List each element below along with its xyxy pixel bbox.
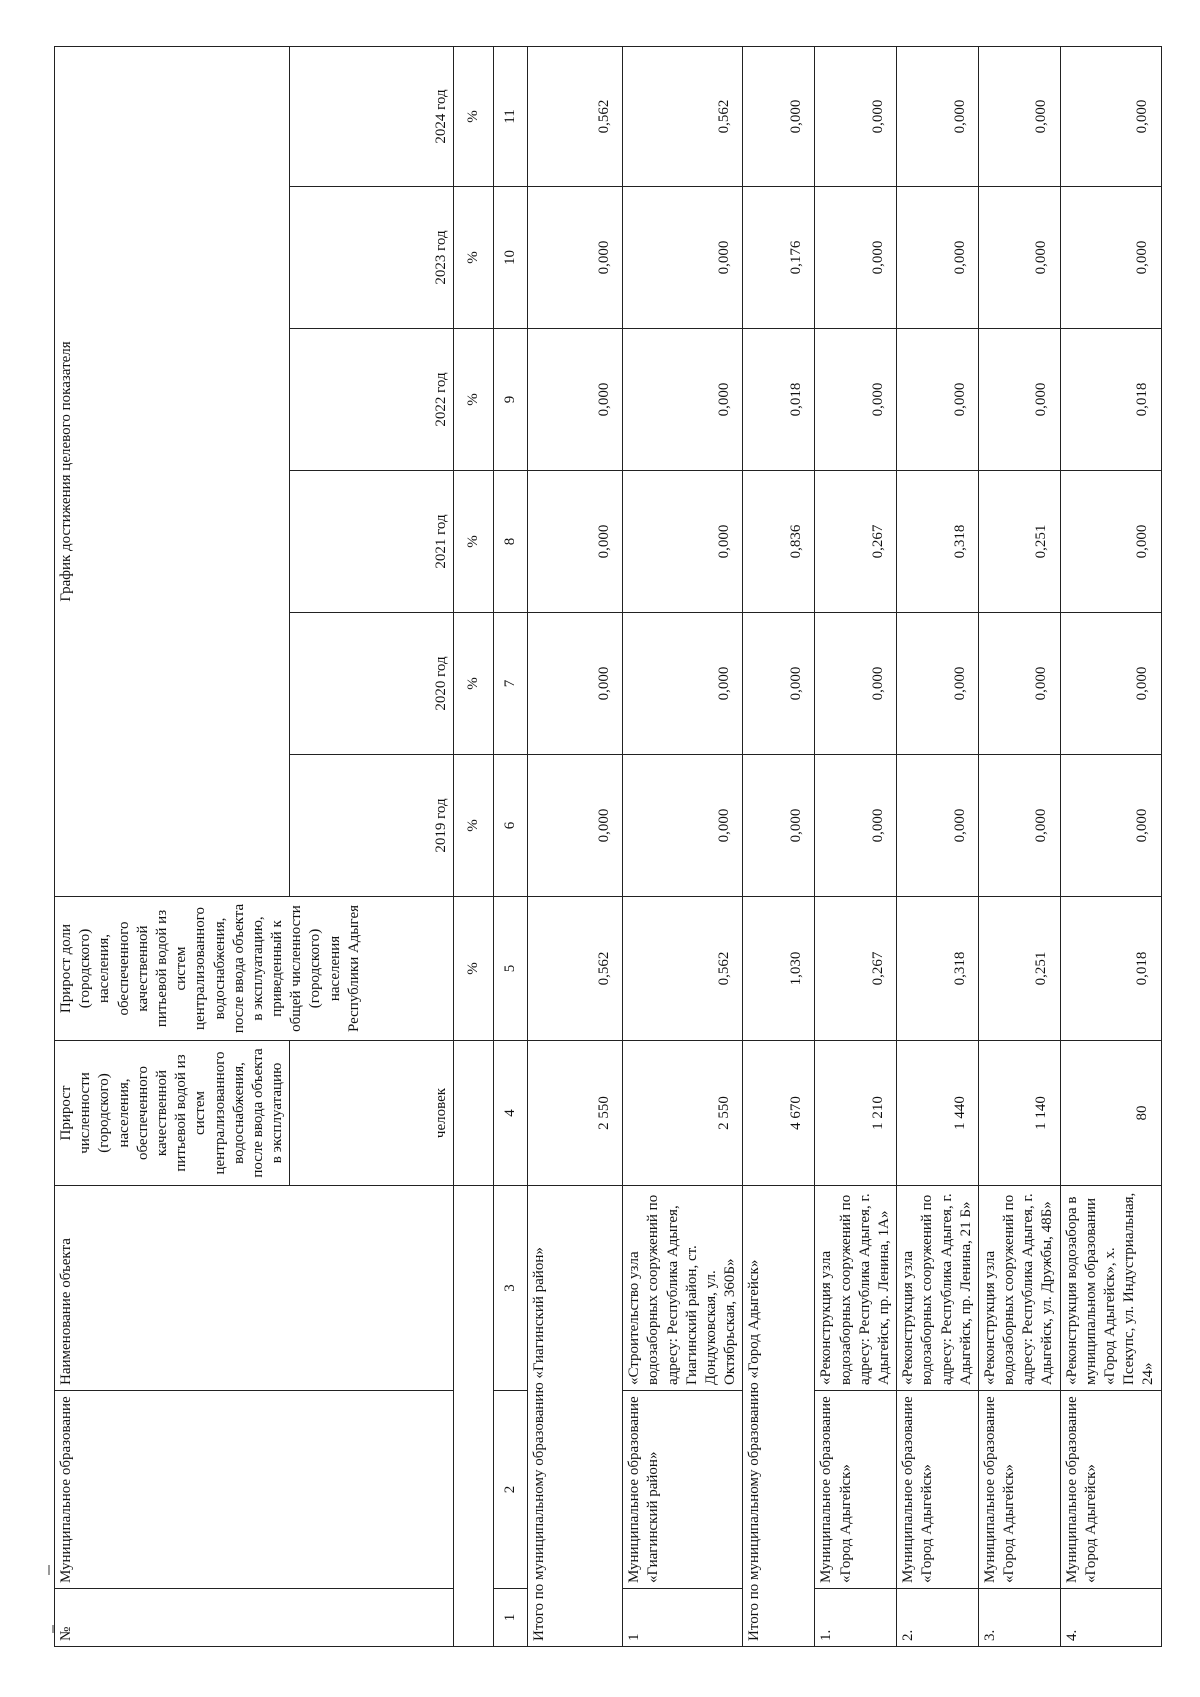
value-2023: 0,000 <box>528 187 623 329</box>
total-row-giaginsky <box>528 46 623 1646</box>
header-schedule: График достижения целевого показателя <box>55 46 290 896</box>
population-value: 1 140 <box>978 1041 1060 1186</box>
row-number: 2. <box>897 1589 979 1647</box>
object-name: «Строительство узла водозаборных сооружений по адресу: Республика Адыгея, Гиагинский район, ст. Дондуковская, ул. Октябрьская, 360Б» <box>623 1186 743 1391</box>
row-number: 4. <box>1060 1589 1161 1647</box>
value-2019: 0,000 <box>623 755 743 897</box>
unit-share-pct: % <box>454 897 494 1041</box>
municipality-name: Муниципальное образование «Гиагинский район» <box>623 1391 743 1589</box>
object-name: «Реконструкция узла водозаборных сооружений по адресу: Республика Адыгея, г. Адыгейск, ул. Дружбы, 48Б» <box>978 1186 1060 1391</box>
share-value: 0,318 <box>897 897 979 1041</box>
value-2021: 0,000 <box>623 471 743 613</box>
share-value: 0,562 <box>623 897 743 1041</box>
units-spacer <box>454 1041 494 1186</box>
units-row <box>454 46 494 1646</box>
value-2023: 0,000 <box>1060 187 1161 329</box>
units-empty <box>454 1186 494 1647</box>
value-2021: 0,267 <box>815 471 897 613</box>
value-2024: 0,562 <box>623 46 743 186</box>
colnum-5: 5 <box>494 897 528 1041</box>
colnum-3: 3 <box>494 1186 528 1391</box>
year-2022: 2022 год <box>290 329 454 471</box>
target-indicator-table <box>54 46 1162 1647</box>
value-2020: 0,000 <box>978 613 1060 755</box>
municipality-name: Муниципальное образование «Город Адыгейск» <box>978 1391 1060 1589</box>
value-2023: 0,000 <box>978 187 1060 329</box>
value-2023: 0,000 <box>623 187 743 329</box>
scan-artifact <box>48 1565 50 1575</box>
value-2019: 0,000 <box>1060 755 1161 897</box>
header-no: № <box>55 1589 454 1647</box>
table-row <box>1060 46 1161 1646</box>
year-2021: 2021 год <box>290 471 454 613</box>
value-2021: 0,836 <box>743 471 815 613</box>
header-row <box>55 46 290 1646</box>
value-2024: 0,000 <box>1060 46 1161 186</box>
total-row-adygeysk <box>743 46 815 1646</box>
value-2023: 0,176 <box>743 187 815 329</box>
object-name: «Реконструкция узла водозаборных сооружений по адресу: Республика Адыгея, г. Адыгейск, пр. Ленина, 21 Б» <box>897 1186 979 1391</box>
value-2023: 0,000 <box>897 187 979 329</box>
total-label: Итого по муниципальному образованию «Город Адыгейск» <box>743 1186 815 1647</box>
year-2023: 2023 год <box>290 187 454 329</box>
municipality-name: Муниципальное образование «Город Адыгейск» <box>815 1391 897 1589</box>
header-object-name: Наименование объекта <box>55 1186 454 1391</box>
share-value: 1,030 <box>743 897 815 1041</box>
total-label: Итого по муниципальному образованию «Гиагинский район» <box>528 1186 623 1647</box>
municipality-name: Муниципальное образование «Город Адыгейск» <box>1060 1391 1161 1589</box>
column-numbers-row <box>494 46 528 1646</box>
table-row <box>623 46 743 1646</box>
value-2019: 0,000 <box>978 755 1060 897</box>
population-value: 4 670 <box>743 1041 815 1186</box>
value-2019: 0,000 <box>743 755 815 897</box>
population-value: 1 210 <box>815 1041 897 1186</box>
colnum-10: 10 <box>494 187 528 329</box>
share-value: 0,018 <box>1060 897 1161 1041</box>
row-number: 1. <box>815 1589 897 1647</box>
value-2023: 0,000 <box>815 187 897 329</box>
unit-pct-2021: % <box>454 471 494 613</box>
colnum-4: 4 <box>494 1041 528 1186</box>
population-value: 80 <box>1060 1041 1161 1186</box>
value-2024: 0,000 <box>897 46 979 186</box>
value-2020: 0,000 <box>1060 613 1161 755</box>
table-row <box>897 46 979 1646</box>
colnum-11: 11 <box>494 46 528 186</box>
share-value: 0,251 <box>978 897 1060 1041</box>
value-2019: 0,000 <box>528 755 623 897</box>
object-name: «Реконструкция узла водозаборных сооружений по адресу: Республика Адыгея, г. Адыгейск, пр. Ленина, 1А» <box>815 1186 897 1391</box>
colnum-9: 9 <box>494 329 528 471</box>
value-2024: 0,000 <box>743 46 815 186</box>
value-2019: 0,000 <box>815 755 897 897</box>
value-2021: 0,318 <box>897 471 979 613</box>
value-2024: 0,000 <box>815 46 897 186</box>
value-2020: 0,000 <box>897 613 979 755</box>
unit-pct-2019: % <box>454 755 494 897</box>
value-2022: 0,000 <box>623 329 743 471</box>
colnum-8: 8 <box>494 471 528 613</box>
value-2022: 0,000 <box>978 329 1060 471</box>
header-municipality: Муниципальное образование <box>55 1391 454 1589</box>
value-2022: 0,018 <box>1060 329 1161 471</box>
value-2022: 0,000 <box>897 329 979 471</box>
row-number: 3. <box>978 1589 1060 1647</box>
population-value: 2 550 <box>528 1041 623 1186</box>
value-2022: 0,000 <box>528 329 623 471</box>
colnum-7: 7 <box>494 613 528 755</box>
object-name: «Реконструкция водозабора в муниципальном образовании «Город Адыгейск», х. Псекупс, ул. Индустриальная, 24» <box>1060 1186 1161 1391</box>
year-2024: 2024 год <box>290 46 454 186</box>
header-share-growth: Прирост доли (городского) населения, обеспеченного качественной питьевой водой из систем централизованного водоснабжения, после ввода объекта в эксплуатацию, приведенный к общей численности (городского) населения Республики Адыгея <box>55 897 454 1041</box>
share-value: 0,562 <box>528 897 623 1041</box>
colnum-2: 2 <box>494 1391 528 1589</box>
header-population-growth: Прирост численности (городского) населения, обеспеченного качественной питьевой водой из систем централизованного водоснабжения, после ввода объекта в эксплуатацию <box>55 1041 290 1186</box>
rotated-table-container <box>54 47 1159 1647</box>
value-2021: 0,251 <box>978 471 1060 613</box>
share-value: 0,267 <box>815 897 897 1041</box>
population-value: 2 550 <box>623 1041 743 1186</box>
unit-people: человек <box>290 1041 454 1186</box>
year-2020: 2020 год <box>290 613 454 755</box>
value-2020: 0,000 <box>743 613 815 755</box>
table-row <box>978 46 1060 1646</box>
colnum-6: 6 <box>494 755 528 897</box>
table-row <box>815 46 897 1646</box>
year-2019: 2019 год <box>290 755 454 897</box>
value-2022: 0,018 <box>743 329 815 471</box>
value-2020: 0,000 <box>528 613 623 755</box>
population-value: 1 440 <box>897 1041 979 1186</box>
unit-pct-2023: % <box>454 187 494 329</box>
value-2019: 0,000 <box>897 755 979 897</box>
value-2024: 0,000 <box>978 46 1060 186</box>
unit-pct-2024: % <box>454 46 494 186</box>
value-2021: 0,000 <box>528 471 623 613</box>
row-number: 1 <box>623 1589 743 1647</box>
value-2020: 0,000 <box>623 613 743 755</box>
colnum-1: 1 <box>494 1589 528 1647</box>
municipality-name: Муниципальное образование «Город Адыгейск» <box>897 1391 979 1589</box>
value-2021: 0,000 <box>1060 471 1161 613</box>
unit-pct-2022: % <box>454 329 494 471</box>
unit-pct-2020: % <box>454 613 494 755</box>
value-2024: 0,562 <box>528 46 623 186</box>
value-2020: 0,000 <box>815 613 897 755</box>
value-2022: 0,000 <box>815 329 897 471</box>
